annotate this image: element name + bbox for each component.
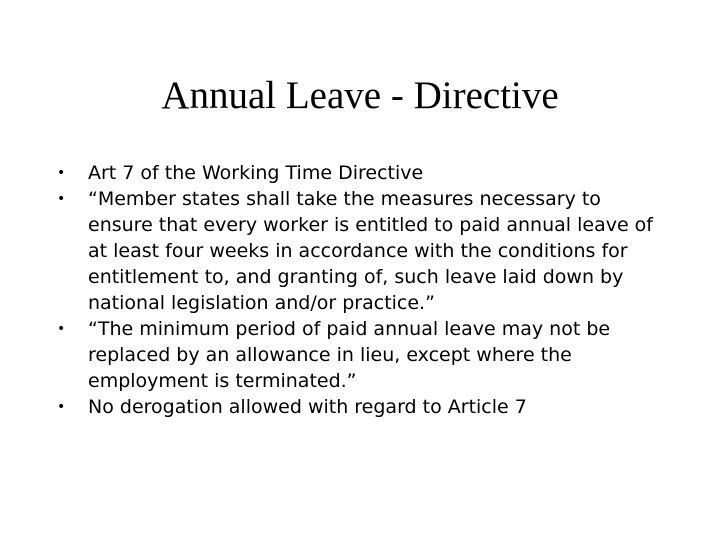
bullet-text: “The minimum period of paid annual leave may not be replaced by an allowance in lieu, except where the employment is terminated.” bbox=[88, 318, 611, 392]
bullet-icon: • bbox=[57, 191, 66, 207]
bullet-list bbox=[57, 160, 667, 420]
bullet-item-member-states-quote bbox=[57, 186, 667, 316]
bullet-text: Art 7 of the Working Time Directive bbox=[88, 162, 424, 184]
bullet-item-article-7 bbox=[57, 160, 667, 186]
bullet-icon: • bbox=[57, 321, 66, 337]
bullet-icon: • bbox=[57, 399, 66, 415]
bullet-item-minimum-period-quote bbox=[57, 316, 667, 394]
bullet-text: “Member states shall take the measures necessary to ensure that every worker is entitled to paid annual leave of at least four weeks in accordance with the conditions for entitlement to, and granting of, such leave laid down by national legislation and/or practice.” bbox=[88, 188, 653, 314]
bullet-item-no-derogation bbox=[57, 394, 667, 420]
bullet-text: No derogation allowed with regard to Article 7 bbox=[88, 396, 527, 418]
slide-title: Annual Leave - Directive bbox=[161, 74, 559, 117]
bullet-icon: • bbox=[57, 165, 66, 181]
